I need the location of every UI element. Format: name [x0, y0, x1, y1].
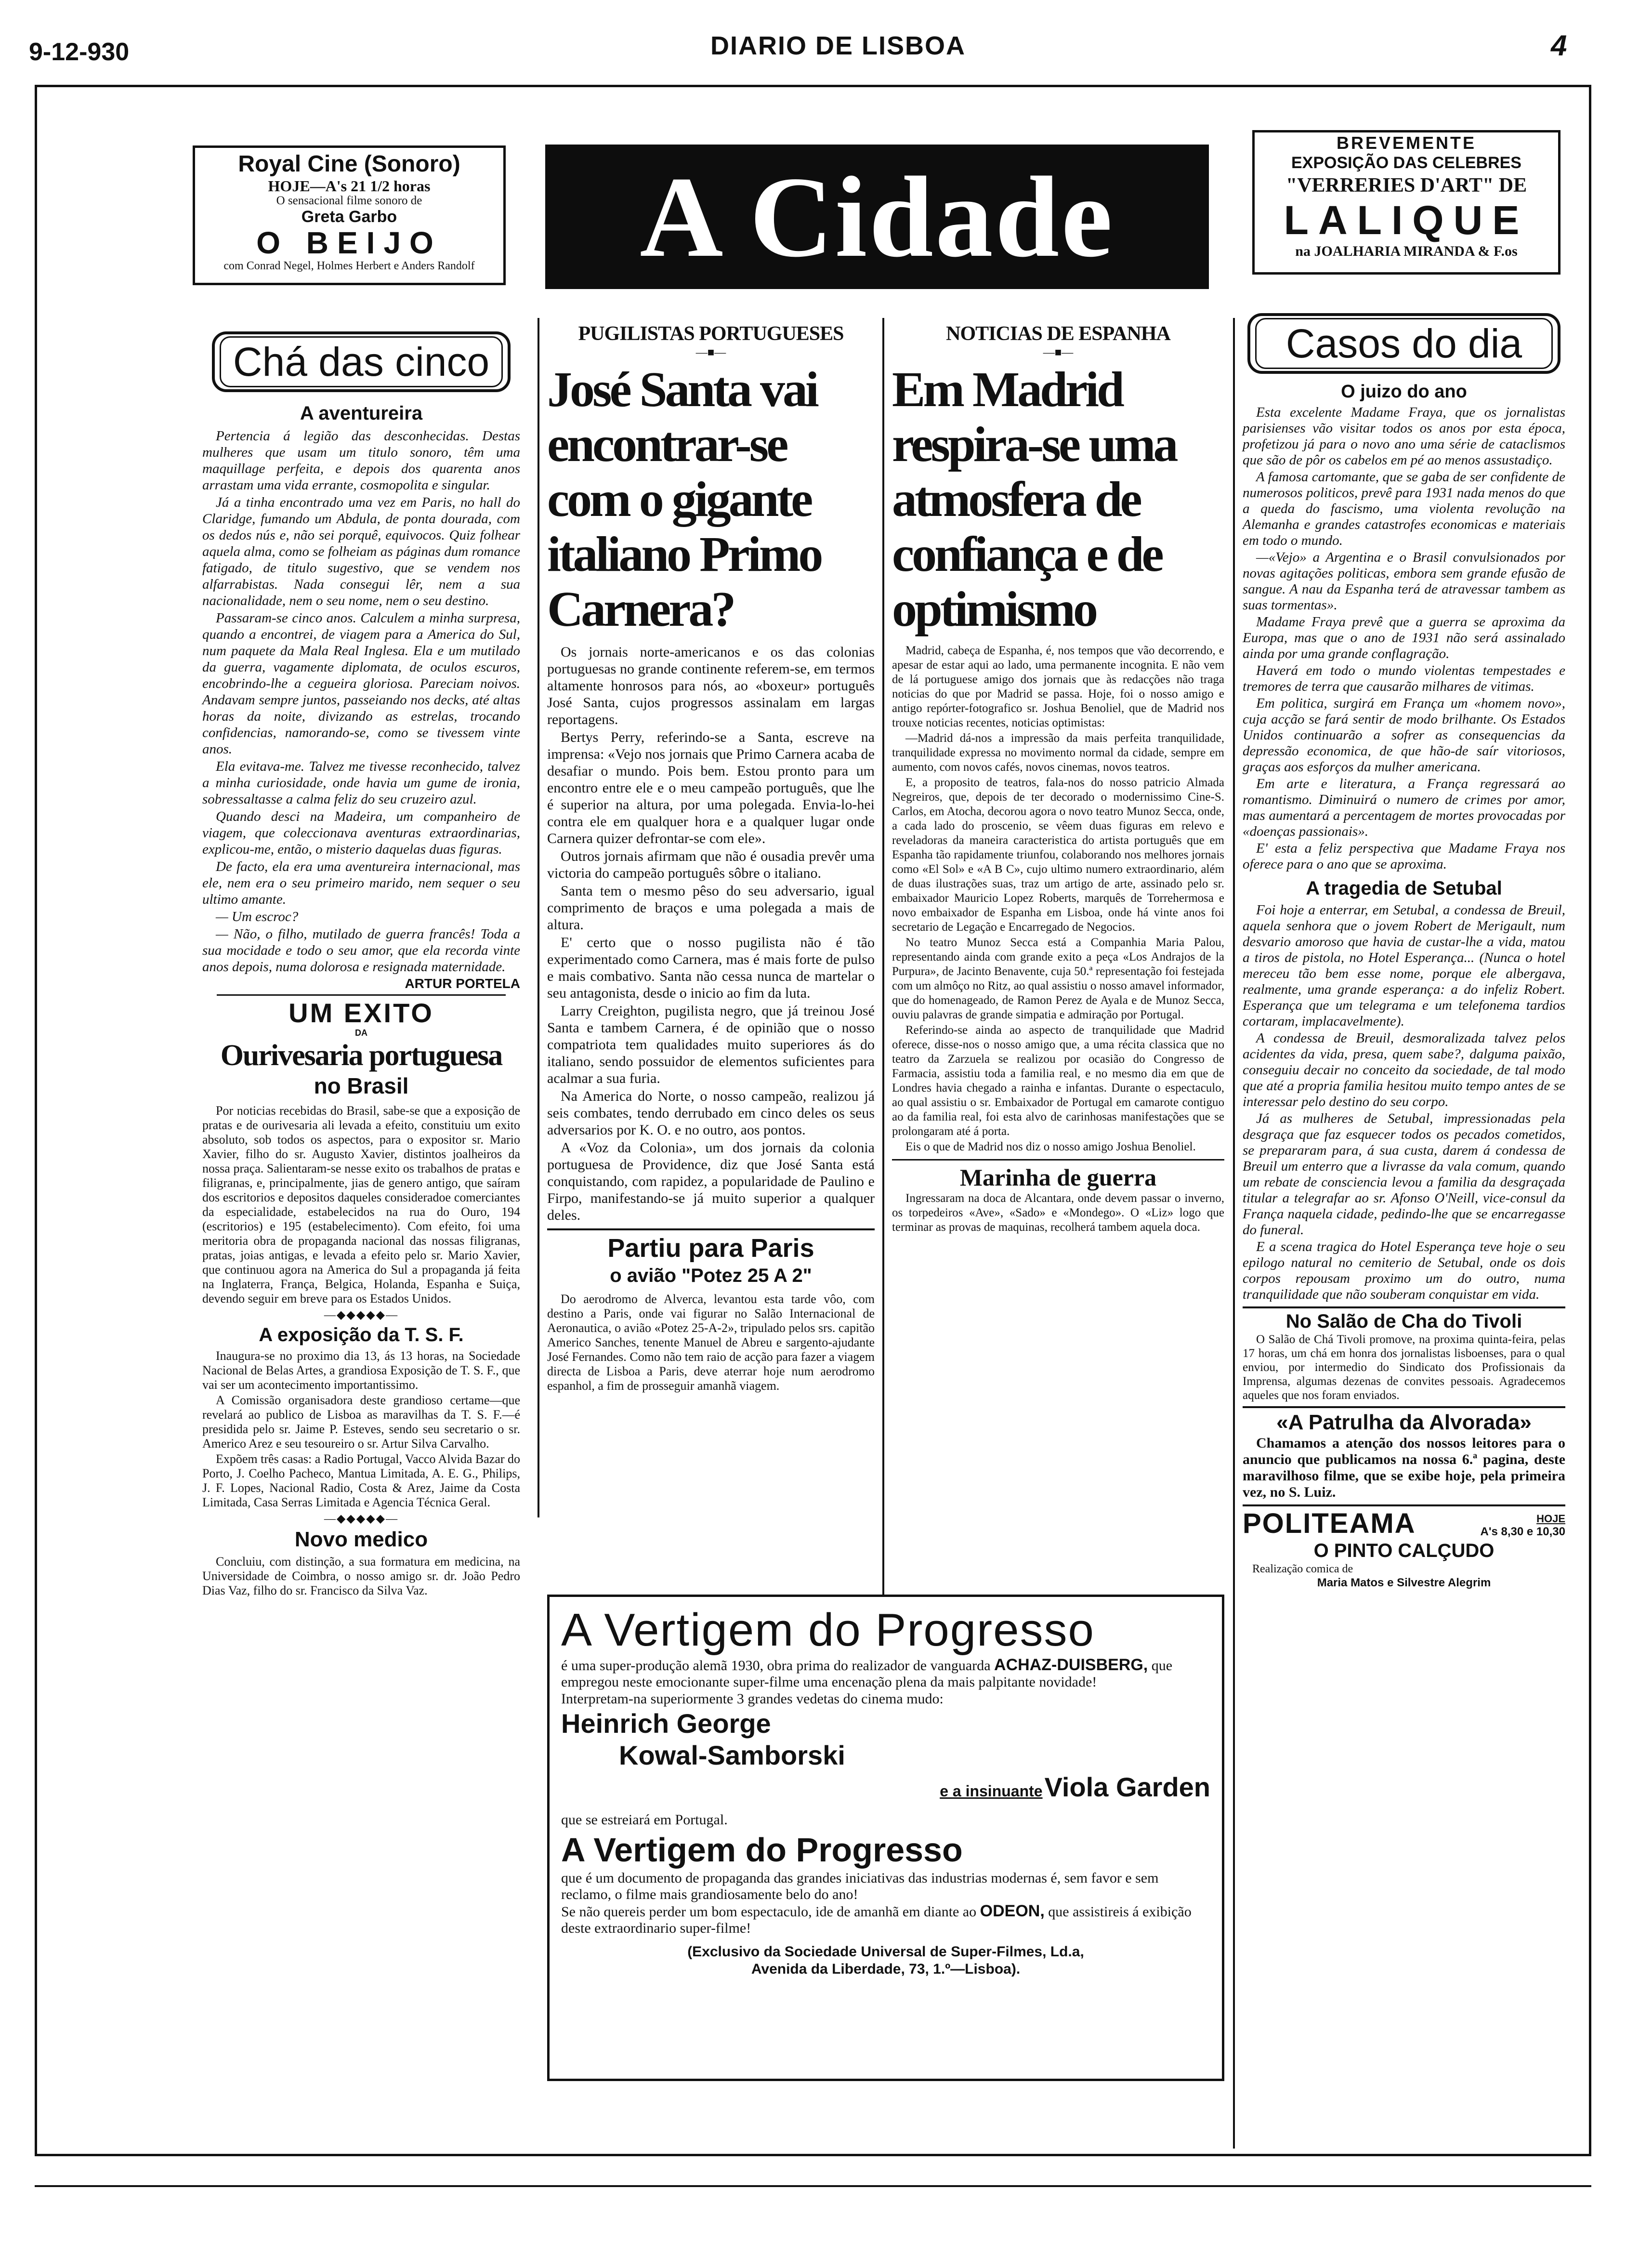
royal-cine-title: O BEIJO: [256, 225, 442, 260]
juizo-paragraph: Em arte e literatura, a França regressará ao romantismo. Diminuirá o numero de crimes por amor, mas aumentará a percentagem de mortes provocadas por «doenças passionais».: [1243, 776, 1565, 839]
paris-paragraph: Do aerodromo de Alverca, levantou esta tarde vôo, com destino a Paris, onde vai figurar no Salão Internacional de Aeronautica, o avião «Potez 25-A-2», tripulado pelos srs. capitão Americo Sanches, tenente Manuel de Abreu e sargento-ajudante José Fernandes. Como não tem raio de acção para fazer a viagem directa de Lisboa a Paris, deve aterrar hoje num aerodromo espanhol, a fim de prosseguir amanhã viagem.: [547, 1292, 875, 1393]
politeama-times: [1480, 1513, 1565, 1539]
setubal-paragraph: Já as mulheres de Setubal, impressionadas pela desgraça que faz esquecer todos os pecados cometidos, se prepararam para, á sua custa, darem á condessa de Breuil um enterro que a livrasse da vala comum, quando um rebate de consciencia levou a familia da desgraçada titular a telegrafar ao sr. Afonso O'Neill, vice-consul da França naquela cidade, pedindo-lhe que se encarregasse do funeral.: [1243, 1111, 1565, 1238]
juizo-paragraph: Em politica, surgirá em França um «homem novo», cuja acção se fará sentir de modo brilhante. Os Estados Unidos continuarão a sofrer as consequencias da depressão economica, de que hão-de saír vitoriosos, graças aos esforços da mulher americana.: [1243, 696, 1565, 775]
paris-subtitle: o avião "Potez 25 A 2": [610, 1265, 812, 1286]
kicker-ornament: —■—: [1043, 346, 1074, 359]
tivoli-body: [1243, 1332, 1565, 1402]
politeama-hoje: HOJE: [1536, 1513, 1565, 1525]
juizo-paragraph: E' esta a feliz perspectiva que Madame Fraya nos oferece para o ano que se aproxima.: [1243, 841, 1565, 872]
tsf-paragraph: A Comissão organisadora deste grandioso certame—que revelará ao publico de Lisboa as maravilhas da T. S. F.—é presidida pelo sr. Jaime P. Esteves, sendo seu secretario o sr. Americo Arez e seu tesoureiro o sr. Artur Silva Carvalho.: [202, 1393, 520, 1450]
column-2: [547, 322, 875, 1394]
setubal-title: A tragedia de Setubal: [1306, 878, 1502, 899]
lalique-line1: BREVEMENTE: [1336, 133, 1477, 153]
cha-das-cinco-box: [212, 331, 511, 392]
setubal-paragraph: Foi hoje a enterrar, em Setubal, a condessa de Breuil, aquela senhora que o jovem Robert de Merigault, num desvario amoroso que havia de custar-lhe a vida, matou a tiros de pistola, no Hotel Esperança... (Nunca o hotel mereceu tão bem esse nome, porque ele albergava, realmente, uma grande esperança: a do infeliz Robert. Esperança que um telegrama e um telefonema tardios cortaram, implacavelmente).: [1243, 902, 1565, 1029]
vertigem-line1-text: é uma super-produção alemã 1930, obra prima do realizador de vanguarda: [561, 1658, 991, 1674]
divider: [217, 994, 506, 996]
santa-paragraph: Bertys Perry, referindo-se a Santa, escreve na imprensa: «Vejo nos jornais que Primo Carnera acaba de desafiar o mundo. Pois bem. Estou pronto para um encontro entre ele e o meu campeão português, que lhe é superior na altura, por uma polegada. Envia-lo-hei contra ele em qualquer hora e a qualquer lugar onde Carnera quizer defrontar-se com ele».: [547, 729, 875, 846]
lalique-line4: LALIQUE: [1284, 198, 1529, 243]
santa-paragraph: Santa tem o mesmo pêso do seu adversario, igual comprimento de braços e uma polegada a mais de altura.: [547, 883, 875, 933]
marinha-body: [892, 1191, 1224, 1235]
madrid-headline: Em Madrid respira-se uma atmosfera de confiança e de optimismo: [892, 362, 1176, 637]
marinha-title: Marinha de guerra: [959, 1164, 1157, 1191]
patrulha-body: [1243, 1435, 1565, 1501]
column-rule-2: [882, 318, 884, 1595]
espanha-kicker: NOTICIAS DE ESPANHA: [946, 323, 1170, 345]
vertigem-footer2: Avenida da Liberdade, 73, 1.º—Lisboa).: [751, 1961, 1021, 1977]
marinha-paragraph: Ingressaram na doca de Alcantara, onde devem passar o inverno, os torpedeiros «Ave», «Sado» e «Mondego». O «Liz» logo que terminar as provas de maquinas, recolherá tambem aquela doca.: [892, 1192, 1224, 1234]
patrulha-title: «A Patrulha da Alvorada»: [1276, 1411, 1532, 1434]
setubal-paragraph: E a scena tragica do Hotel Esperança teve hoje o seu epilogo natural no cemiterio de Setubal, onde os dois corpos repousam proximo um do outro, numa tranquilidade que não souberam conquistar em vida.: [1243, 1239, 1565, 1302]
madrid-paragraph: Eis o que de Madrid nos diz o nosso amigo Joshua Benoliel.: [905, 1140, 1196, 1153]
santa-headline: José Santa vai encontrar-se com o gigante italiano Primo Carnera?: [547, 362, 821, 637]
madrid-paragraph: E, a proposito de teatros, fala-nos do nosso patricio Almada Negreiros, que, depois de ter decorado o modernissimo Cine-S. Carlos, em Atocha, decorou agora o novo teatro Munoz Secca, onde, a cada lado do proscenio, se vêem duas figuras em relevo e reveladoras da maneira caracteristica do artista português que em Espanha tão rapidamente triunfou, colaborando nos melhores jornais como «El Sol» e «A B C», cujo ultimo numero extraordinario, além de duas ilustrações suas, traz um artigo de arte, assinado pelo sr. embaixador Mauricio Lopez Roberts, marquês de Torrehermosa e novo embaixador de Espanha em Lisboa, onde há vinte anos foi secretario de Legação e Encarregado de Negocios.: [892, 776, 1224, 934]
santa-paragraph: Os jornais norte-americanos e os das colonias portuguesas no grande continente referem-se, em termos altamente honrosos para nós, ao «boxeur» português José Santa, cujos progressos assinalam em largas reportagens.: [547, 644, 875, 727]
politeama-credit1: Realização comica de: [1252, 1563, 1353, 1575]
santa-paragraph: Outros jornais afirmam que não é ousadia prevêr uma victoria do campeão português sôbre o italiano.: [547, 848, 875, 881]
newspaper-name: DIARIO DE LISBOA: [710, 31, 966, 60]
column-1: [202, 331, 520, 1599]
juizo-paragraph: Haverá em todo o mundo violentas tempestades e tremores de terra que causarão milhares de vitimas.: [1243, 663, 1565, 694]
vertigem-line5-text: Se não quereis perder um bom espectaculo, ide de amanhã em diante ao: [561, 1904, 977, 1920]
vertigem-footer1: (Exclusivo da Sociedade Universal de Super-Filmes, Ld.a,: [687, 1944, 1084, 1960]
tivoli-title: No Salão de Cha do Tivoli: [1285, 1311, 1522, 1332]
column-4: [1243, 313, 1565, 1590]
juizo-paragraph: Madame Fraya prevê que a guerra se aproxima da Europa, mas que o ano de 1931 não será assinalado ainda por uma grande conflagração.: [1243, 614, 1565, 661]
medico-paragraph: Concluiu, com distinção, a sua formatura em medicina, na Universidade de Coimbra, o nosso amigo sr. dr. João Pedro Dias Vaz, filho do sr. Francisco da Silva Vaz.: [202, 1555, 520, 1597]
politeama-credit2: Maria Matos e Silvestre Alegrim: [1317, 1576, 1491, 1589]
royal-cine-line1: O sensacional filme sonoro de: [276, 194, 422, 207]
tsf-title: A exposição da T. S. F.: [259, 1324, 464, 1345]
vertigem-line2: Interpretam-na superiormente 3 grandes vedetas do cinema mudo:: [561, 1691, 944, 1707]
tsf-paragraph: Expõem três casas: a Radio Portugal, Vacco Alvida Bazar do Porto, J. Coelho Pacheco, Mantua Limitada, A. E. G., Philips, J. F. Lopes, Nacional Radio, Costa & Arez, Jaime da Costa Limitada, Casa Serras Limitada e Agencia Técnica Geral.: [202, 1452, 521, 1509]
section-banner: [545, 145, 1209, 289]
exito-body: [202, 1104, 520, 1306]
tsf-body: [202, 1349, 520, 1510]
vertigem-conj: e a insinuante: [940, 1782, 1043, 1800]
casos-do-dia-title: Casos do dia: [1255, 318, 1553, 369]
juizo-paragraph: Esta excelente Madame Fraya, que os jornalistas parisienses vão visitar todos os anos por esta época, profetizou já para o novo ano uma série de cataclismos que são de pôr os cabelos em pé ao menos assustadiço.: [1243, 405, 1565, 468]
kicker-ornament: —■—: [695, 346, 726, 359]
medico-title: Novo medico: [294, 1528, 428, 1551]
politeama-play: O PINTO CALÇUDO: [1313, 1540, 1495, 1561]
lalique-ad: [1252, 130, 1560, 275]
aventureira-paragraph: Já a tinha encontrado uma vez em Paris, no hall do Claridge, fumando um Abdula, de ponta dourada, com os dedos nús e, não sei porquê, equivocos. Quiz folhear aquela alma, como se folheiam as páginas dum romance fatigado, de titulo sugestivo, que se vendem nos alfarrabistas. Nada consegui lêr, nem a sua nacionalidade, nem o seu nome, nem o seu destino.: [202, 495, 520, 608]
aventureira-paragraph: — Um escroc?: [216, 909, 299, 924]
vertigem-actor3: Viola Garden: [1044, 1772, 1210, 1802]
vertigem-title2: A Vertigem do Progresso: [561, 1831, 963, 1869]
issue-date: 9-12-930: [29, 38, 130, 66]
royal-cine-name: Royal Cine (Sonoro): [238, 151, 460, 177]
vertigem-line3: que se estreiará em Portugal.: [561, 1812, 728, 1828]
column-3: [892, 322, 1224, 1236]
vertigem-actor3-row: [561, 1771, 1210, 1810]
pugilistas-kicker: PUGILISTAS PORTUGUESES: [578, 323, 844, 345]
paris-title: Partiu para Paris: [607, 1234, 814, 1263]
politeama-time: A's 8,30 e 10,30: [1480, 1525, 1565, 1538]
divider: [1243, 1306, 1565, 1308]
cha-das-cinco-title: Chá das cinco: [220, 336, 503, 387]
divider: [1243, 1504, 1565, 1506]
vertigem-line5b-text: que assistireis á exibição deste extraordinario super-filme!: [561, 1904, 1192, 1936]
ornament-divider: —◆◆◆◆◆—: [324, 1513, 399, 1525]
aventureira-body: [202, 428, 520, 975]
santa-paragraph: A «Voz da Colonia», um dos jornais da colonia portuguesa de Providence, diz que José Santa está conquistando, com rapidez, a popularidade de Paulino e Firpo, manifestando-se já muito superior a qualquer deles.: [547, 1140, 875, 1223]
juizo-paragraph: A famosa cartomante, que se gaba de ser confidente de numerosos politicos, prevê para 1931 nada menos do que a queda do fascismo, uma violenta revolução na Alemanha e grandes catastrofes economicas e materiais em todo o mundo.: [1243, 469, 1565, 548]
vertigem-line4: que é um documento de propaganda das grandes iniciativas das industrias modernas é, sem favor e sem reclamo, o filme mais grandiosamente belo do ano!: [561, 1870, 1159, 1902]
exito-kicker: UM EXITO: [288, 998, 434, 1028]
madrid-paragraph: No teatro Munoz Secca está a Companhia Maria Palou, representando ainda com grande exito a peça «Los Andrajos de la Purpura», de Jacinto Benavente, cuja 50.ª representação foi festejada com um almôço no Ritz, ao qual assistiu o nosso amavel informador, que do homenageado, de Ramon Perez de Ayala e de Munoz Secca, ouviu palavras de grande simpatia e admiração por Portugal.: [892, 936, 1224, 1021]
aventureira-paragraph: Ela evitava-me. Talvez me tivesse reconhecido, talvez a minha curiosidade, onde havia um gume de ironia, sobressaltasse a calma feliz do seu cruzeiro azul.: [202, 759, 520, 807]
ornament-divider: —◆◆◆◆◆—: [324, 1309, 399, 1321]
section-title: A Cidade: [640, 153, 1115, 281]
vertigem-director: ACHAZ-DUISBERG,: [994, 1656, 1148, 1674]
exito-da: DA: [355, 1028, 367, 1038]
politeama-name: POLITEAMA: [1243, 1508, 1416, 1539]
vertigem-line1: [561, 1657, 1210, 1690]
paris-body: [547, 1292, 875, 1393]
aventureira-title: A aventureira: [300, 403, 423, 424]
madrid-paragraph: —Madrid dá-nos a impressão da mais perfeita tranquilidade, tranquilidade expressa no movimento normal da cidade, sempre em aumento, com novos cafés, novos cinemas, novos teatros.: [892, 732, 1224, 774]
lalique-line2: EXPOSIÇÃO DAS CELEBRES: [1291, 154, 1521, 172]
lalique-line3: "VERRERIES D'ART" DE: [1285, 174, 1527, 197]
santa-paragraph: Larry Creighton, pugilista negro, que já treinou José Santa e tambem Carnera, é de opinião que o nosso compatriota tem qualidades muito superiores ás do italiano, sendo possuidor de elementos suficientes para acalmar a sua furia.: [547, 1003, 875, 1086]
divider: [892, 1159, 1224, 1160]
santa-body: [547, 644, 875, 1224]
patrulha-paragraph: Chamamos a atenção dos nossos leitores para o anuncio que publicamos na nossa 6.ª pagina, deste maravilhoso filme, que se exibe hoje, pela primeira vez, no S. Luiz.: [1243, 1435, 1565, 1500]
santa-paragraph: Na America do Norte, o nosso campeão, realizou já seis combates, tendo derrubado em cinco deles os seus adversarios por K. O. e no outro, aos pontos.: [547, 1088, 875, 1138]
vertigem-ad: [547, 1595, 1224, 2081]
column-rule-3: [1233, 318, 1235, 2149]
juizo-title: O juizo do ano: [1341, 382, 1467, 402]
page-number: 4: [1551, 29, 1567, 62]
column-rule-1: [538, 318, 539, 1517]
vertigem-cinema: ODEON,: [980, 1902, 1045, 1920]
juizo-body: [1243, 405, 1565, 872]
vertigem-actor1: Heinrich George: [561, 1708, 771, 1739]
madrid-body: [892, 644, 1224, 1154]
madrid-paragraph: Referindo-se ainda ao aspecto de tranquilidade que Madrid oferece, disse-nos o nosso amigo que, a uma récita classica que no teatro da Zarzuela se realizou por ocasião do Congresso de Farmacia, assistiu toda a familia real, e no mesmo dia em que de Londres havia chegado a rainha e infantas. Durante o espectaculo, ao qual assistiu o sr. Embaixador de Portugal em camarote contiguo ao da familia real, foi esta alvo de carinhosas manifestações que se prolongaram até á porta.: [892, 1024, 1224, 1138]
madrid-paragraph: Madrid, cabeça de Espanha, é, nos tempos que vão decorrendo, e apesar de estar aqui ao lado, uma permanente incognita. E não vem de lá portuguese amigo dos jornais que às redacções não traga noticias do que por Madrid se passa. Hoje, foi o nosso amigo e antigo repórter-fotografico sr. Joshua Benoliel, que de Madrid nos trouxe noticias recentes, noticias optimistas:: [892, 644, 1224, 729]
exito-subtitle: no Brasil: [314, 1073, 409, 1098]
setubal-body: [1243, 902, 1565, 1303]
vertigem-actor2: Kowal-Samborski: [619, 1740, 845, 1770]
aventureira-paragraph: Quando desci na Madeira, um companheiro de viagem, que coleccionava aventuras extraordinarias, explicou-me, então, o misterio daquelas duas figuras.: [202, 809, 520, 857]
lalique-line5: na JOALHARIA MIRANDA & F.os: [1295, 243, 1518, 259]
royal-cine-ad: [193, 145, 506, 285]
exito-title: Ourivesaria portuguesa: [220, 1039, 502, 1072]
aventureira-paragraph: Passaram-se cinco anos. Calculem a minha surpresa, quando a encontrei, de viagem para a America do Sul, num paquete da Mala Real Inglesa. Ela e um mutilado da guerra, vagamente diplomata, de oculos escuros, encobrindo-lhe a cegueira gloriosa. Pareciam noivos. Andavam sempre juntos, passeiando nos decks, até altas horas da noite, divizando as estrelas, trocando confidencias, namorando-se, como se tivessem vinte anos.: [202, 610, 520, 757]
vertigem-title: A Vertigem do Progresso: [561, 1604, 1095, 1656]
juizo-paragraph: —«Vejo» a Argentina e o Brasil convulsionados por novas agitações politicas, embora sem grande efusão de sangue. A nau da Espanha terá de atravessar tambem as suas tormentas».: [1243, 550, 1565, 613]
aventureira-author: ARTUR PORTELA: [405, 976, 520, 991]
divider: [1243, 1406, 1565, 1408]
setubal-paragraph: A condessa de Breuil, desmoralizada talvez pelos acidentes da vida, presa, quem sabe?, dalguma paixão, conseguiu decair no conceito da sociedade, de tal modo que até a propria familia hesitou muito tempo antes de se interessar pelo destino do seu corpo.: [1243, 1030, 1565, 1109]
royal-cine-star: Greta Garbo: [301, 208, 397, 226]
vertigem-line5: [561, 1903, 1210, 1937]
santa-paragraph: E' certo que o nosso pugilista não é tão experimentado como Carnera, mas é mais forte de pulso e mais combativo. Santa não cessa nunca de martelar o seu antagonista, desde o inicio ao fim da luta.: [547, 935, 875, 1001]
royal-cine-time: HOJE—A's 21 1/2 horas: [268, 177, 431, 195]
casos-do-dia-box: [1247, 313, 1560, 374]
exito-paragraph: Por noticias recebidas do Brasil, sabe-se que a exposição de pratas e de ourivesaria ali levada a efeito, constituiu um exito absoluto, sob todos os aspectos, para o expositor sr. Mario Xavier, filho do sr. Augusto Xavier, distintos joalheiros da nossa praça. Salientaram-se nesse exito os trabalhos de pratas e filigranas, e, principalmente, jias de genero antigo, que saíram dos escritorios e depositos daqueles consideradoe comerciantes da especialidade, estabelecidos na rua do Ouro, 194 (escritorios) e 195 (estabelecimento). Com efeito, foi uma meritoria obra de propaganda nacional das nossas filigranas, pratas, joias antigas, e levada a efeito pelo sr. Mario Xavier, que continuou agora na America do Sul a propaganda já feita na Inglaterra, França, Belgica, Holanda, Espanha e Suiça, devendo seguir em breve para os Estados Unidos.: [202, 1104, 520, 1305]
bottom-rule: [35, 2185, 1591, 2187]
aventureira-paragraph: De facto, ela era uma aventureira internacional, mas ele, nem era o seu primeiro marido, nem sequer o seu ultimo amante.: [202, 859, 520, 907]
medico-body: [202, 1555, 520, 1598]
tivoli-paragraph: O Salão de Chá Tivoli promove, na proxima quinta-feira, pelas 17 horas, um chá em honra dos jornalistas lisboenses, para o qual enviou, por intermedio do Sindicato dos Profissionais da Imprensa, algumas dezenas de convites pessoais. Agradecemos aqueles que nos foram enviados.: [1243, 1333, 1565, 1402]
vertigem-line1b-text: que empregou neste emocionante super-filme uma encenação plena da mais palpitante novidade!: [561, 1658, 1173, 1690]
divider: [547, 1228, 875, 1230]
tsf-paragraph: Inaugura-se no proximo dia 13, ás 13 horas, na Sociedade Nacional de Belas Artes, a grandiosa Exposição de T. S. F., que vai ser um acontecimento importantissimo.: [202, 1349, 520, 1392]
aventureira-paragraph: Pertencia á legião das desconhecidas. Destas mulheres que usam um titulo sonoro, têm uma maquillage perfeita, e depois dos quarenta anos arrastam uma vida errante, cosmopolita e singular.: [202, 428, 520, 493]
politeama-header: [1243, 1508, 1565, 1539]
royal-cine-cast: com Conrad Negel, Holmes Herbert e Anders Randolf: [223, 260, 475, 272]
aventureira-paragraph: — Não, o filho, mutilado de guerra francês! Toda a sua mocidade e todo o seu amor, que ela recorda vinte anos depois, numa dolorosa e resignada maternidade.: [202, 926, 520, 975]
